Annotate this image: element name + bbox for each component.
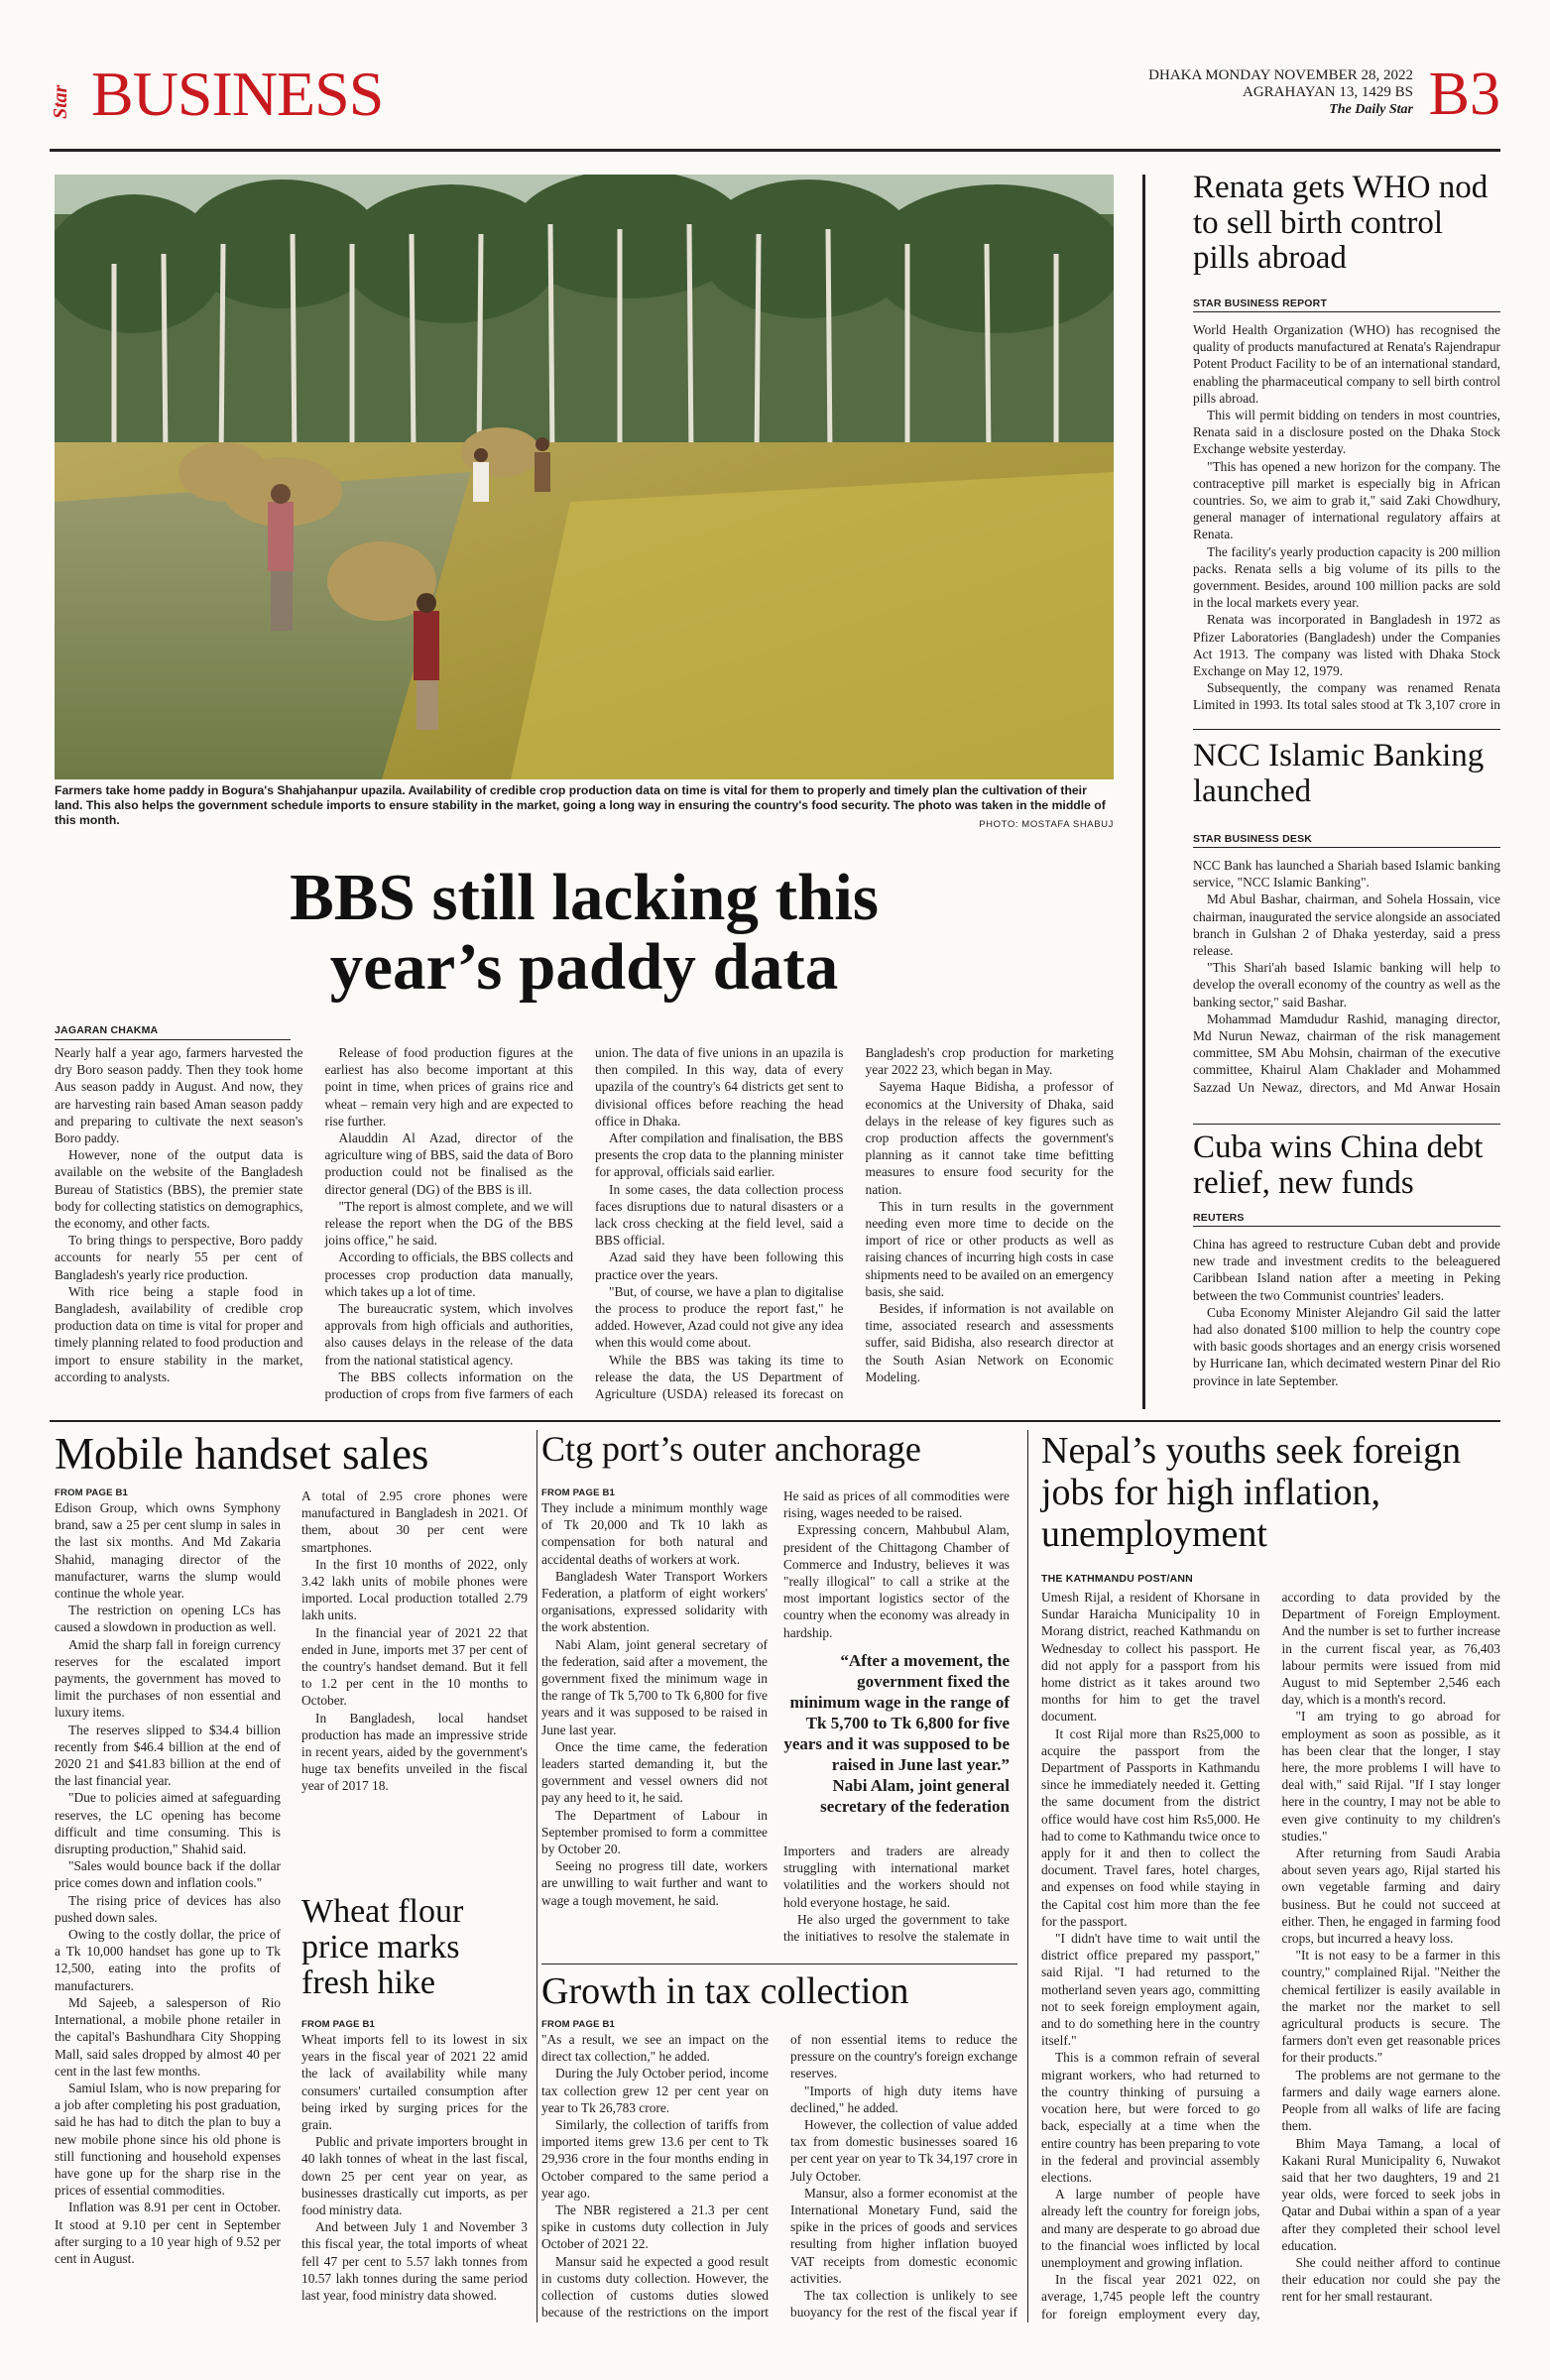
renata-headline: Renata gets WHO nod to sell birth control pills abroad [1193, 170, 1489, 277]
masthead [50, 58, 1500, 137]
renata-byline-rule [1193, 311, 1500, 312]
paragraph: During the July October period, income tax collection grew 12 per cent year on year to Tk 26,783 crore. [541, 2066, 769, 2115]
paragraph: The Department of Labour in September promised to form a committee by October 20. [541, 1807, 768, 1857]
tax-body [541, 2031, 1017, 2328]
paragraph: This in turn results in the government needing even more time to decide on the import of rice or other products as well as raising chances of incurring high costs in case shipments need to be availed on an emergency basis, she said. [865, 1198, 1114, 1299]
tax-from: FROM PAGE B1 [541, 2019, 616, 2030]
ctg-body-col1 [541, 1499, 768, 1956]
paper-name: The Daily Star [1329, 102, 1413, 117]
paragraph: The bureaucratic system, which involves approvals from high officials and authorities, also causes delays in the release of the data from the national statistical agency. [324, 1301, 573, 1368]
paragraph: "This has opened a new horizon for the company. The contraceptive pill market is especially big in African countries. So, we aim to grab it," said Zaki Chowdhury, general manager of international regulatory affairs at Renata. [1193, 458, 1500, 542]
paragraph: Cuba Economy Minister Alejandro Gil said the latter had also donated $100 million to help the country cope with basic goods shortages and an energy crisis worsened by Hurricane Ian, which decimated western Pinar del Rio province in late September. [1193, 1304, 1500, 1388]
paragraph: "Due to policies aimed at safeguarding reserves, the LC opening has become difficult and time consuming. This is disrupting production," Shahid said. [55, 1790, 281, 1857]
paragraph: "I am trying to go abroad for employment as soon as possible, as it has been clear that the longer, I stay here, the more problems I will have to deal with," said Rijal. "If I stay longer here in the country, I may not be able to even give continuity to my children's studies." [1281, 1709, 1500, 1844]
date-text: DHAKA MONDAY NOVEMBER 28, 2022 [1148, 67, 1413, 83]
paragraph: According to officials, the BBS collects and processes crop production data manually, which takes up a lot of time. [324, 1250, 573, 1299]
paragraph: Nabi Alam, joint general secretary of the federation, said after a movement, the government fixed the minimum wage in the range of Tk 5,700 to Tk 6,800 for five years and it was supposed to be raised in June last year. [541, 1636, 768, 1737]
cuba-byline-rule [1193, 1226, 1500, 1227]
paragraph: The tax collection is unlikely to see buoyancy for the rest of the fiscal year if [790, 2288, 1017, 2320]
paragraph: In Bangladesh, local handset production has made an impressive stride in recent years, aided by the government's huge tax benefits unveiled in the fiscal year of 2017 18. [301, 1710, 528, 1794]
paragraph: "Imports of high duty items have declined," he added. [790, 2082, 1017, 2115]
paragraph: "But, of course, we have a plan to digitalise the process to produce the report fast," he added. However, Azad could not give any idea when this would come about. [595, 1283, 844, 1351]
paragraph: Importers and traders are already struggling with international market volatilities and the workers should not hold everyone hostage, he said. [783, 1844, 1010, 1910]
paragraph: Mohammad Mamdudur Rashid, managing director, Md Nurun Newaz, chairman of the risk management committee, SM Abu Mohsin, chairman of the executive committee, Khairul Alam Chaklader and Mohammed Sazzad Un Newaz, directors, and Md Anwar Hosain [1193, 1011, 1500, 1095]
paragraph: Public and private importers brought in 40 lakh tonnes of wheat in the last fiscal, down 25 per cent year on year, as businesses drastically cut imports, as per food ministry data. [301, 2134, 528, 2218]
paragraph: Expressing concern, Mahbubul Alam, president of the Chittagong Chamber of Commerce and Industry, believes it was "really illogical" to call a strike at the most important logistics sector of the country when the economy was already in hardship. [783, 1522, 1010, 1640]
photo-caption: Farmers take home paddy in Bogura's Shahjahanpur upazila. Availability of credible crop production data on time is vital for them to properly and timely plan the cultivation of their land. This also helps the government schedule imports to ensure stability in the market, going a long way in ensuring the country's food security. The photo was taken in the middle of this month. [55, 783, 1106, 827]
lead-headline-line1: BBS still lacking this [290, 861, 879, 934]
paragraph: Owing to the costly dollar, the price of a Tk 10,000 handset has gone up to Tk 12,500, eating into the profits of manufacturers. [55, 1927, 281, 1993]
mobile-body-col2 [301, 1488, 528, 1884]
mobile-body-col1 [55, 1499, 281, 2322]
wheat-headline: Wheat flour price marks fresh hike [301, 1893, 464, 2001]
ctg-headline: Ctg port’s outer anchorage [541, 1429, 921, 1469]
paragraph: "This Shari'ah based Islamic banking will help to develop the overall economy of the country as well as the banking sector," said Bashar. [1193, 960, 1500, 1010]
paragraph: He also urged the government to take the initiatives to resolve the stalemate in [783, 1911, 1010, 1945]
nepal-column-rule [1027, 1430, 1028, 2322]
lead-headline [55, 863, 1114, 1002]
ncc-byline: STAR BUSINESS DESK [1193, 833, 1313, 845]
ctg-body-col2b [783, 1843, 1010, 1952]
paragraph: The BBS collects information on the production of crops from five farmers of each union. The data of five unions in an upazila is then compiled. In this way, data of every upazila of the country's 64 districts get sent to divisional offices before reaching the head office in Dhaka. [324, 1045, 844, 1402]
ctg-from: FROM PAGE B1 [541, 1488, 616, 1498]
dateline [1148, 67, 1413, 118]
paragraph: "I didn't have time to wait until the district office prepared my passport," said Rijal. "I had returned to the motherland seven years ago, committing not to seek foreign employment again, and to do something here in the country itself." [1041, 1931, 1260, 2049]
paragraph: Inflation was 8.91 per cent in October. It stood at 9.10 per cent in September after surging to a 10 year high of 9.52 per cent in August. [55, 2200, 281, 2266]
paragraph: The facility's yearly production capacity is 200 million packs. Renata sells a big volume of its pills to the government. Besides, around 100 million packs are sold in the local markets every year. [1193, 543, 1500, 611]
renata-byline: STAR BUSINESS REPORT [1193, 298, 1328, 309]
paragraph: Amid the sharp fall in foreign currency reserves for the escalated import payments, the government has moved to limit the purchases of non essential and luxury items. [55, 1636, 281, 1721]
paragraph: Azad said they have been following this practice over the years. [595, 1250, 844, 1282]
paragraph: This is a common refrain of several migrant workers, who had returned to the country thinking of pursuing a vocation here, but were forced to go back, especially at a time when the entire country has been preparing to vote in the federal and provincial assembly elections. [1041, 2050, 1260, 2185]
paragraph: Sayema Haque Bidisha, a professor of economics at the University of Dhaka, said delays in the release of key figures such as crop production affects the government's planning as it cannot take time befitting measures to ensure food security for the nation. [865, 1079, 1114, 1197]
paragraph: With rice being a staple food in Bangladesh, availability of credible crop production data on time is vital for proper and timely planning related to food production and import to ensure stability in the market, according to analysts. [55, 1283, 303, 1384]
paragraph: Md Sajeeb, a salesperson of Rio International, a mobile phone retailer in the capital's Bashundhara City Shopping Mall, said sales dropped by almost 40 per cent in the last few months. [55, 1994, 281, 2079]
paragraph: "It is not easy to be a farmer in this country," complained Rijal. "Neither the chemical fertilizer is easily available in the market nor the market to sell agricultural products is secure. The farmers don't even get reasonable prices for their products." [1281, 1948, 1500, 2066]
paragraph: To bring things to perspective, Boro paddy accounts for nearly 55 per cent of Bangladesh's yearly rice production. [55, 1233, 303, 1282]
paragraph: A large number of people have already left the country for foreign jobs, and many are desperate to go abroad due to the financial woes inflicted by local unemployment and growing inflation. [1041, 2187, 1260, 2270]
paragraph: However, the collection of value added tax from domestic businesses soared 16 per cent year on year to Tk 34,197 crore in July October. [790, 2117, 1017, 2184]
right-column-rule [1142, 175, 1145, 1409]
paragraph: "As a result, we see an impact on the direct tax collection," he added. [541, 2032, 769, 2065]
paragraph: Md Abul Bashar, chairman, and Sohela Hossain, vice chairman, inaugurated the service alongside an associated branch in Gulshan 2 of Dhaka yesterday, said a press release. [1193, 892, 1500, 959]
paragraph: Mansur said he expected a good result in customs duty collection. However, the collection of customs duties slowed because of the restrictions on the import of non essential items to reduce the pressure on the country's foreign exchange reserves. [541, 2032, 1017, 2320]
renata-body [1193, 321, 1500, 718]
nepal-headline: Nepal’s youths seek foreign jobs for high inflation, unemployment [1041, 1430, 1462, 1555]
paragraph: After compilation and finalisation, the BBS presents the crop data to the planning minister for approval, officials said earlier. [595, 1130, 844, 1180]
paragraph: A total of 2.95 crore phones were manufactured in Bangladesh in 2021. Of them, about 30 per cent were smartphones. [301, 1488, 528, 1555]
date-bangla: AGRAHAYAN 13, 1429 BS [1243, 84, 1413, 100]
wheat-body [301, 2031, 528, 2328]
paragraph: "Sales would bounce back if the dollar price comes down and inflation cools." [55, 1858, 281, 1891]
paragraph: Once the time came, the federation leaders started demanding it, but the government and vessel owners did not pay any heed to it, he said. [541, 1738, 768, 1806]
lead-byline-rule [55, 1039, 291, 1040]
paragraph: The problems are not germane to the farmers and daily wage earners alone. People from all walks of life are facing them. [1281, 2067, 1500, 2134]
paragraph: She could neither afford to continue their education nor could she pay the rent for her small restaurant. [1281, 2254, 1500, 2305]
ncc-byline-rule [1193, 847, 1500, 848]
cuba-byline: REUTERS [1193, 1212, 1245, 1224]
paragraph: The restriction on opening LCs has caused a slowdown in production as well. [55, 1603, 281, 1635]
section-title: BUSINESS [91, 59, 384, 129]
paragraph: Umesh Rijal, a resident of Khorsane in Sundar Haraicha Municipality 10 in Morang district, reached Kathmandu on Wednesday to collect his passport. He did not apply for a passport from his home district as it takes around two months for him to get the travel document. [1041, 1590, 1260, 1725]
paragraph: The NBR registered a 21.3 per cent spike in customs duty collection in July October of 2021 22. [541, 2202, 769, 2252]
tax-headline: Growth in tax collection [541, 1970, 909, 2012]
paragraph: Alauddin Al Azad, director of the agriculture wing of BBS, said the data of Boro production could not be finalised as the director general (DG) of the BBS is ill. [324, 1130, 573, 1197]
paragraph: Subsequently, the company was renamed Renata Limited in 1993. Its total sales stood at Tk 3,107 crore in [1193, 680, 1500, 713]
paragraph: World Health Organization (WHO) has recognised the quality of products manufactured at Renata's Rajendrapur Potent Product Facility to be of an international standard, enabling the pharmaceutical company to sell birth control pills abroad. [1193, 322, 1500, 406]
page-number: B3 [1428, 60, 1500, 128]
paragraph: While the BBS was taking its time to release the data, the US Department of Agriculture (USDA) released its forecast on Bangladesh's crop production for marketing year 2022 23, which began in May. [595, 1045, 1114, 1402]
lower-section-rule [50, 1420, 1500, 1422]
paragraph: In some cases, the data collection process faces disruptions due to natural disasters or a lack cross checking at the field level, said a BBS official. [595, 1181, 844, 1249]
paragraph: NCC Bank has launched a Shariah based Islamic banking service, "NCC Islamic Banking". [1193, 858, 1500, 891]
paragraph: In the financial year of 2021 22 that ended in June, imports met 37 per cent of the country's handset demand. But it fell to 1.2 per cent in the 10 months to October. [301, 1624, 528, 1709]
paragraph: Besides, if information is not available on time, associated research and assessments suffer, said Bidisha, also research director at the South Asian Network on Economic Modeling. [865, 1301, 1114, 1384]
paragraph: China has agreed to restructure Cuban debt and provide new trade and investment credits to the beleaguered Caribbean Island nation after a meeting in Peking between the two Communist countries' leaders. [1193, 1237, 1500, 1303]
paragraph: "The report is almost complete, and we will release the report when the DG of the BBS joins office," he said. [324, 1198, 573, 1249]
wheat-from: FROM PAGE B1 [301, 2019, 376, 2030]
mobile-headline: Mobile handset sales [55, 1429, 429, 1479]
pull-quote-text: “After a movement, the government fixed the minimum wage in the range of Tk 5,700 to Tk 6,800 for five years and it was supposed to be raised in June last year.” [783, 1651, 1010, 1774]
paragraph: Samiul Islam, who is now preparing for a job after completing his post graduation, said he has had to ditch the plan to buy a new mobile phone since his old phone is still functioning and household expenses have gone up for the sharp rise in the prices of essential commodities. [55, 2080, 281, 2199]
paragraph: And between July 1 and November 3 this fiscal year, the total imports of wheat fell 47 per cent to 5.57 lakh tonnes from 10.57 lakh tonnes during the same period last year, food ministry data showed. [301, 2219, 528, 2304]
paragraph: Seeing no progress till date, workers are unwilling to wait further and want to wage a tough movement, he said. [541, 1858, 768, 1908]
masthead-rule [50, 149, 1500, 152]
paragraph: Nearly half a year ago, farmers harvested the dry Boro season paddy. Then they took home Aus season paddy in August. And now, they are harvesting rain based Aman season paddy and preparing to cultivate the next season's Boro paddy. [55, 1045, 303, 1146]
lead-body [55, 1044, 1114, 1411]
paragraph: Bangladesh Water Transport Workers Federation, a platform of eight workers' organisations, expressed solidarity with the work abstention. [541, 1568, 768, 1635]
paragraph: In the fiscal year 2021 022, on average, 1,745 people left the country for foreign employment every day, according to data provided by the Department of Foreign Employment. And the number is set to further increase in the current fiscal year, as 76,403 labour permits were issued from mid August to mid September 2,546 each day, which is a month's record. [1041, 1590, 1500, 2321]
paragraph: Bhim Maya Tamang, a local of Kakani Rural Municipality 6, Nuwakot said that her two daughters, 19 and 21 year olds, were forced to seek jobs in Qatar and Dubai within a span of a year after they completed their school level education. [1281, 2135, 1500, 2253]
paragraph: This will permit bidding on tenders in most countries, Renata said in a disclosure posted on the Dhaka Stock Exchange website yesterday. [1193, 408, 1500, 457]
paragraph: Mansur, also a former economist at the International Monetary Fund, said the spike in the prices of goods and services resulting from higher inflation buoyed VAT receipts from domestic economic activities. [790, 2185, 1017, 2286]
paragraph: The rising price of devices has also pushed down sales. [55, 1892, 281, 1925]
lead-headline-line2: year’s paddy data [329, 930, 839, 1004]
paragraph: He said as prices of all commodities were rising, wages needed to be raised. [783, 1488, 1010, 1521]
cuba-body [1193, 1236, 1500, 1409]
paragraph: Edison Group, which owns Symphony brand, saw a 25 per cent slump in sales in the last six months. And Md Zakaria Shahid, managing director of the manufacturer, warns the slump would continue the whole year. [55, 1500, 281, 1602]
ctg-pull-quote [783, 1650, 1010, 1817]
paragraph: They include a minimum monthly wage of Tk 20,000 and Tk 10 lakh as compensation for both natural and accidental deaths of workers at work. [541, 1500, 768, 1567]
paragraph: It cost Rijal more than Rs25,000 to acquire the passport from the Department of Passports in Kathmandu since he immediately needed it. Getting the same document from the district office would have cost him Rs5,000. He had to come to Kathmandu twice once to apply for it and then to collect the document. Travel fares, hotel charges, and expenses on food while staying in the Capital cost him more than the fee for the passport. [1041, 1726, 1260, 1929]
paragraph: The reserves slipped to $34.4 billion recently from $46.4 billion at the end of 2020 21 and $41.83 billion at the end of the last financial year. [55, 1722, 281, 1789]
rule-cuba [1193, 1124, 1500, 1125]
nepal-body [1041, 1589, 1500, 2324]
pull-quote-attribution: Nabi Alam, joint general secretary of the federation [820, 1776, 1010, 1816]
paragraph: Wheat imports fell to its lowest in six years in the fiscal year of 2021 22 amid the lack of availability while many consumers' curtailed consumption after being irked by surging prices for the grain. [301, 2032, 528, 2133]
paragraph: However, none of the output data is available on the website of the Bangladesh Bureau of Statistics (BBS), the premier state body for collecting statistics on demographics, the economy, and other facts. [55, 1147, 303, 1232]
star-logo: Star [50, 84, 71, 119]
paragraph: After returning from Saudi Arabia about seven years ago, Rijal started his own vegetable farming and dairy business. But he could not succeed at either. Then, he engaged in farming food crops, but incurred a heavy loss. [1281, 1845, 1500, 1947]
ctg-body-col2 [783, 1488, 1010, 1646]
mobile-from: FROM PAGE B1 [55, 1488, 129, 1498]
ncc-body [1193, 857, 1500, 1120]
paragraph: Similarly, the collection of tariffs from imported items grew 13.6 per cent to Tk 29,936 crore in the four months ending in October compared to the same period a year ago. [541, 2117, 769, 2201]
nepal-byline: THE KATHMANDU POST/ANN [1041, 1573, 1193, 1585]
rule-ncc [1193, 729, 1500, 730]
cuba-headline: Cuba wins China debt relief, new funds [1193, 1130, 1484, 1201]
photo-credit: PHOTO: MOSTAFA SHABUJ [979, 819, 1114, 830]
paragraph: In the first 10 months of 2022, only 3.42 lakh units of mobile phones were imported. Local production totalled 2.79 lakh units. [301, 1556, 528, 1623]
paragraph: Release of food production figures at the earliest has also become important at this point in time, when prices of grains rice and wheat – remain very high and are expected to rise further. [324, 1045, 573, 1129]
paragraph: Renata was incorporated in Bangladesh in 1972 as Pfizer Laboratories (Bangladesh) under the Companies Act 1913. The company was listed with Dhaka Stock Exchange on May 12, 1979. [1193, 612, 1500, 679]
lead-byline: JAGARAN CHAKMA [55, 1024, 159, 1036]
ncc-headline: NCC Islamic Banking launched [1193, 738, 1485, 809]
lead-photo [55, 175, 1114, 779]
